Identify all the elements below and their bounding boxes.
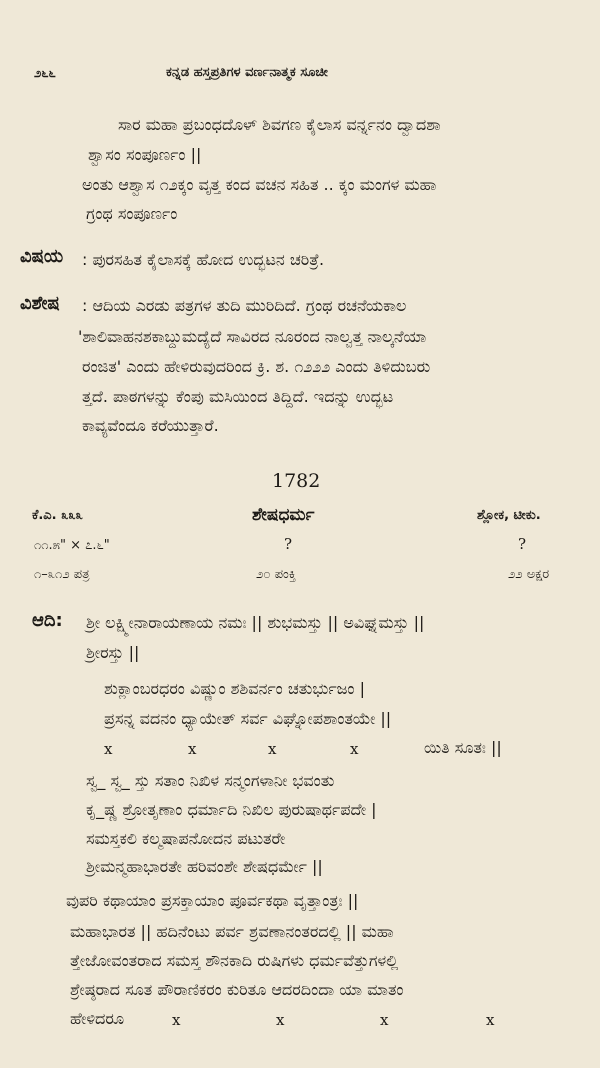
gap-mark: x	[276, 1011, 285, 1029]
verse2-line-4: ಶ್ರೀಮನ್ಮಹಾಭಾರತೇ ಹರಿವಂಶೇ ಶೇಷಧರ್ಮೇ ||	[86, 857, 323, 876]
line-count: ೨೦ ಪಂಕ್ತಿ	[256, 567, 296, 582]
subject-text: : ಪುರಸಹಿತ ಕೈಲಾಸಕ್ಕೆ ಹೋದ ಉದ್ಭಟನ ಚರಿತ್ರೆ.	[82, 250, 325, 269]
verse1-line-1: ಶುಕ್ಲಾಂಬರಧರಂ ವಿಷ್ಣುಂ ಶಶಿವರ್ನಂ ಚತುರ್ಭುಜಂ |	[104, 679, 365, 698]
gap-end-1: ಯಿತಿ ಸೂತಃ ||	[424, 738, 502, 757]
prose-line-3: ತ್ತೇಜೋವಂತರಾದ ಸಮಸ್ತ ಶೌನಕಾದಿ ರುಷಿಗಳು ಧರ್ಮವೆತ್ತುಗಳಲ್ಲಿ	[70, 951, 399, 970]
gap-mark: x	[172, 1011, 181, 1029]
gap-mark: x	[188, 740, 197, 758]
page-number: ೨೬೬	[34, 66, 56, 81]
prose-line-4: ಶ್ರೇಷ್ಠರಾದ ಸೂತ ಪೌರಾಣಿಕರಂ ಕುರಿತೂ ಆದರದಿಂದಾ ಯಾ ಮಾತಂ	[70, 980, 404, 999]
notes-line-4: ತ್ತದೆ. ಪಾಠಗಳನ್ನು ಕೆಂಪು ಮಸಿಯಿಂದ ತಿದ್ದಿದೆ. ಇದನ್ನು ಉದ್ಭಟ	[82, 387, 394, 406]
last-line-start: ಹೇಳಿದರೂ	[70, 1009, 125, 1028]
gap-mark: x	[350, 740, 359, 758]
notes-line-3: ರಂಜಿತ' ಎಂದು ಹೇಳಿರುವುದರಿಂದ ಕ್ರಿ. ಶ. ೧೨೨೨ ಎಂದು ತಿಳಿದುಬರು	[82, 357, 431, 376]
notes-line-2: 'ಶಾಲಿವಾಹನಶಕಾಬ್ದುಮದ್ಯೆದೆ ಸಾವಿರದ ನೂರಂದ ನಾಲ್ವತ್ತ ನಾಲ್ಕನೆಯಾ	[78, 327, 427, 346]
verse2-line-1: ಸ್ವ_ ಸ್ವ_ ಸ್ತು ಸತಾಂ ನಿಖಿಳ ಸನ್ಮಂಗಳಾನೀ ಭವಂತು	[86, 771, 335, 790]
colophon-line-2: ಶ್ವಾಸಂ ಸಂಪೂರ್ಣಂ ||	[88, 145, 202, 164]
notes-label: ವಿಶೇಷ	[20, 293, 60, 314]
entry-title: ಶೇಷಧರ್ಮ	[252, 505, 315, 525]
notes-line-5: ಕಾವ್ಯವೆಂದೂ ಕರೆಯುತ್ತಾರೆ.	[82, 416, 219, 435]
entry-number: 1782	[272, 470, 321, 492]
folio-count: ೧–೩೧೨ ಪತ್ರ	[34, 567, 90, 582]
gap-mark: x	[486, 1011, 495, 1029]
notes-line-1: : ಆದಿಯ ಎರಡು ಪತ್ರಗಳ ತುದಿ ಮುರಿದಿದೆ. ಗ್ರಂಥ ರಚನೆಯಕಾಲ	[82, 296, 407, 315]
verse2-line-2: ಕೃ_ಷ್ಣ ಶ್ರೋತೃಣಾಂ ಧರ್ಮಾದಿ ನಿಖಿಲ ಪುರುಷಾರ್ಥಪದೇ |	[86, 800, 377, 819]
unknown-field-2: ?	[518, 535, 527, 553]
unknown-field-1: ?	[284, 535, 293, 553]
running-title: ಕನ್ನಡ ಹಸ್ತಪ್ರತಿಗಳ ವರ್ಣನಾತ್ಮಕ ಸೂಚೀ	[166, 65, 328, 80]
manuscript-size: ೧೧.೫" × ೭.೬"	[34, 538, 110, 553]
catalog-number: ಕೆ.ಎ. ೩೩೩	[32, 508, 83, 523]
gap-mark: x	[268, 740, 277, 758]
prose-line-2: ಮಹಾಭಾರತ || ಹದಿನೆಂಟು ಪರ್ವ ಶ್ರವಣಾನಂತರದಲ್ಲಿ || ಮಹಾ	[70, 922, 394, 941]
beginning-label: ಆದಿ:	[32, 610, 63, 631]
letter-count: ೨೨ ಅಕ್ಷರ	[508, 567, 550, 582]
subject-label: ವಿಷಯ	[20, 246, 64, 267]
gap-mark: x	[104, 740, 113, 758]
colophon-line-4: ಗ್ರಂಥ ಸಂಪೂರ್ಣಂ	[86, 204, 178, 223]
beginning-line-1: ಶ್ರೀ ಲಕ್ಷ್ಮೀನಾರಾಯಣಾಯ ನಮಃ || ಶುಭಮಸ್ತು || ಅವಿಘ್ನಮಸ್ತು ||	[86, 613, 425, 632]
colophon-line-1: ಸಾರ ಮಹಾ ಪ್ರಬಂಧದೊಳ್ ಶಿವಗಣ ಕೈಲಾಸ ವರ್ನ್ನನಂ ದ್ವಾದಶಾ	[118, 115, 441, 134]
gap-mark: x	[380, 1011, 389, 1029]
form-type: ಶ್ಲೋಕ, ಟೀಕು.	[477, 508, 541, 523]
verse1-line-2: ಪ್ರಸನ್ನ ವದನಂ ಧ್ಯಾಯೇತ್ ಸರ್ವ ವಿಘ್ನೋಪಶಾಂತಯೇ ||	[104, 709, 392, 728]
verse2-line-3: ಸಮಸ್ತಕಲಿ ಕಲ್ಮಷಾಪನೋದನ ಪಟುತರೇ	[86, 829, 286, 848]
beginning-line-2: ಶ್ರೀರಸ್ತು ||	[86, 643, 140, 662]
colophon-line-3: ಅಂತು ಆಶ್ವಾಸ ೧೨ಕ್ಕಂ ವೃತ್ತ ಕಂದ ವಚನ ಸಹಿತ .. ಕ್ಕಂ ಮಂಗಳ ಮಹಾ	[82, 175, 437, 194]
prose-line-1: ವುಪರಿ ಕಥಾಯಾಂ ಪ್ರಸಕ್ತಾಯಾಂ ಪೂರ್ವಕಥಾ ವೃತ್ತಾಂತ್ರಃ ||	[66, 891, 359, 910]
